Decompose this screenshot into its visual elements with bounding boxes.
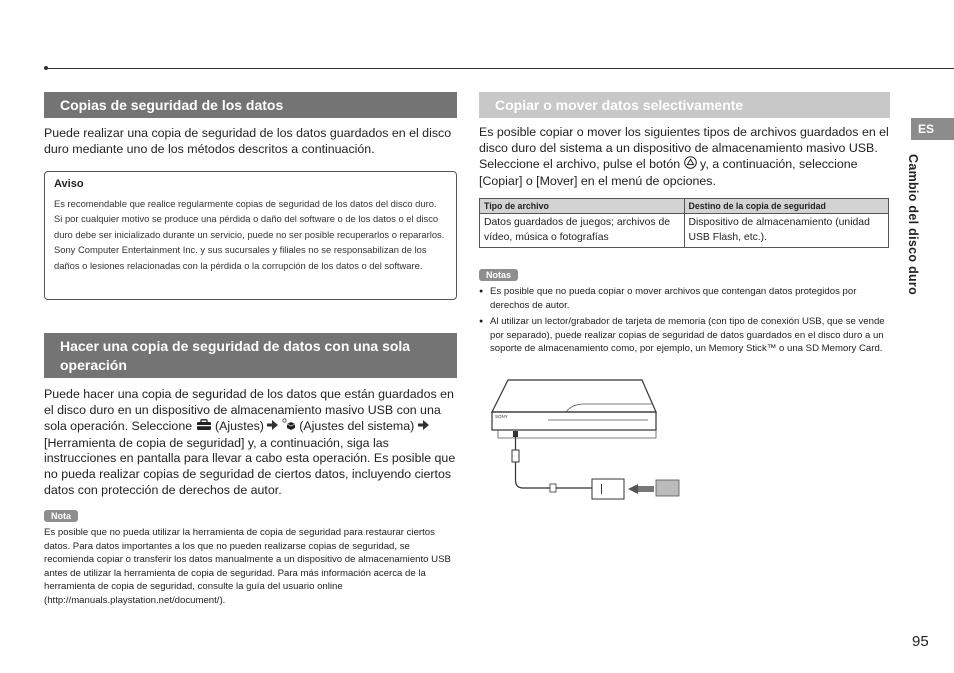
- section-title-text: Copiar o mover datos selectivamente: [495, 97, 744, 113]
- header-rule: [44, 68, 954, 69]
- triangle-button-icon: [684, 156, 697, 174]
- language-tab: ES: [911, 118, 954, 140]
- card-reader-illustration: [592, 479, 624, 499]
- table-row: [480, 214, 889, 248]
- console-usb-illustration: [488, 374, 688, 500]
- backup-intro: Puede realizar una copia de seguridad de los datos guardados en el disco duro mediante uno de los métodos descritos a continuación.: [44, 126, 452, 156]
- table-cell: Dispositivo de almacenamiento (unidad USB Flash, etc.).: [684, 214, 889, 248]
- table-cell: Datos guardados de juegos; archivos de vídeo, música o fotografías: [480, 214, 685, 248]
- chapter-label: Cambio del disco duro: [906, 154, 920, 296]
- section-title-text: Hacer una copia de seguridad de datos con una sola operación: [60, 337, 411, 373]
- copy-paragraph: [479, 125, 891, 189]
- single-op-text-2: [Herramienta de copia de seguridad] y, a continuación, siga las instrucciones en pantalla para llevar a cabo esta operación. Es posible que no pueda realizar copias de seguridad de ciertos datos, incluyendo ciertos datos con protección de derechos de autor.: [44, 435, 456, 497]
- file-type-table: [479, 198, 889, 248]
- section-title-text: Copias de seguridad de los datos: [60, 97, 284, 113]
- single-op-paragraph: [44, 387, 458, 498]
- memory-card-illustration: [628, 480, 679, 496]
- arrow-right-icon: [418, 419, 429, 435]
- aviso-body: Es recomendable que realice regularmente copias de seguridad de los datos del disco duro. Si por cualquier motivo se produce una pérdida o daño del software o de los datos o el disco duro debe ser inicializado durante un servicio, puede no ser posible recuperarlos o repararlos. Sony Computer Entertainment Inc. y sus sucursales y filiales no se responsabilizan de los daños o lesiones relacionadas con la pérdida o la corrupción de los datos o del software.: [54, 198, 445, 271]
- ps3-console-illustration: [492, 380, 656, 438]
- section-title-copy: [479, 92, 890, 118]
- nota-label: Nota: [44, 510, 78, 522]
- aviso-title: Aviso: [54, 178, 84, 190]
- nota-tag: [44, 506, 78, 524]
- ajustes-label: (Ajustes): [215, 419, 264, 434]
- list-item: ● Es posible que no pueda copiar o mover archivos que contengan datos protegidos por derechos de autor.: [479, 285, 891, 312]
- copy-text-1: Es posible copiar o mover los siguientes tipos de archivos guardados en el disco duro del sistema a un dispositivo de almacenamiento masivo USB. Seleccione el archivo, pulse el botón: [479, 125, 889, 172]
- table-header: Tipo de archivo: [480, 199, 685, 214]
- console-brand-text: SONY: [495, 414, 508, 419]
- page-number: 95: [912, 633, 929, 650]
- notas-label: Notas: [479, 269, 518, 281]
- ajustes-sistema-label: (Ajustes del sistema): [299, 419, 415, 434]
- copy-text-2: y, a continuación, seleccione [Copiar] o [Mover] en el menú de opciones.: [479, 157, 858, 188]
- system-settings-icon: [282, 418, 296, 436]
- table-header-row: [480, 199, 889, 214]
- nota-body: Es posible que no pueda utilizar la herramienta de copia de seguridad para restaurar ciertos datos. Para datos importantes a los que no pueden realizarse copias de seguridad, se recomienda copiar o transferir los datos manualmente a un dispositivo de almacenamiento USB antes de utilizar la herramienta de copia de seguridad. Para más información acerca de la herramienta de copia de seguridad, consulte la guía del usuario online (http://manuals.playstation.net/document/).: [44, 527, 451, 606]
- aviso-box: [44, 171, 457, 300]
- section-title-single-op: [44, 333, 457, 378]
- usb-cable-illustration: [512, 431, 592, 492]
- single-op-text-1: Puede hacer una copia de seguridad de los datos que están guardados en el disco duro en un dispositivo de almacenamiento masivo USB con una sola operación. Seleccione: [44, 387, 454, 434]
- table-header: Destino de la copia de seguridad: [684, 199, 889, 214]
- toolbox-icon: [196, 419, 212, 436]
- section-title-backup: [44, 92, 457, 118]
- notas-tag: [479, 265, 518, 283]
- arrow-right-icon: [267, 419, 278, 435]
- notas-list: [479, 285, 891, 356]
- list-item: ● Al utilizar un lector/grabador de tarjeta de memoria (con tipo de conexión USB, que se vende por separado), puede realizar copias de seguridad de datos guardados en el disco duro a un soporte de almacenamiento como, por ejemplo, un Memory Stick™ o una SD Memory Card.: [479, 315, 891, 356]
